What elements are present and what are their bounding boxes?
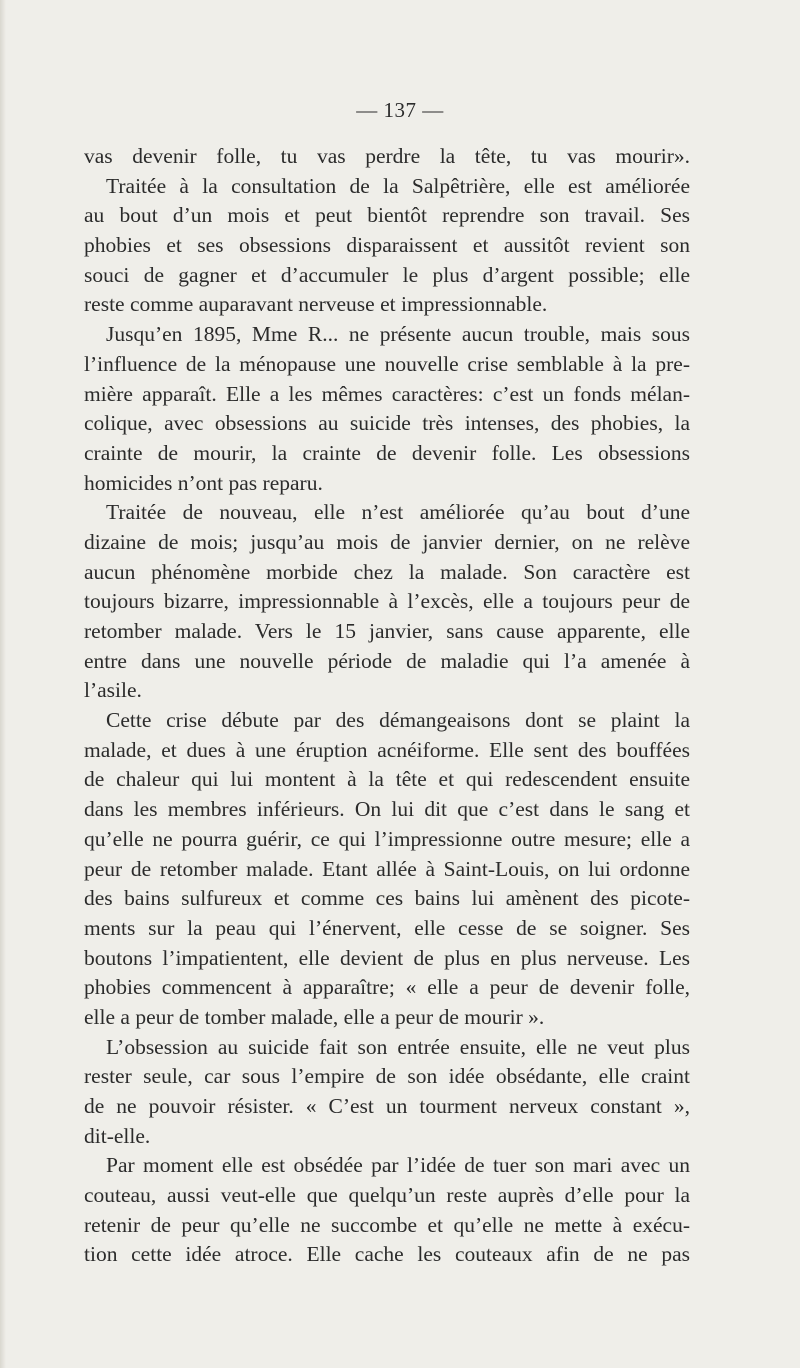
text-line: l’asile. [84, 678, 142, 703]
text-line: couteau, aussi veut-elle que quelqu’un reste auprès d’elle pour la [84, 1183, 690, 1208]
text-line: dizaine de mois; jusqu’au mois de janvier dernier, on ne relève [84, 529, 690, 554]
text-line: colique, avec obsessions au suicide très intenses, des phobies, la [84, 411, 690, 436]
text-line: Jusqu’en 1895, Mme R... ne présente aucun trouble, mais sous [106, 322, 690, 347]
page-edge-shadow [0, 0, 6, 1368]
text-line: tion cette idée atroce. Elle cache les couteaux afin de ne pas [84, 1242, 690, 1267]
text-line: Cette crise débute par des démangeaisons dont se plaint la [106, 708, 690, 733]
text-line: retomber malade. Vers le 15 janvier, sans cause apparente, elle [84, 619, 690, 643]
text-line: toujours bizarre, impressionnable à l’excès, elle a toujours peur de [84, 589, 690, 614]
text-line: l’influence de la ménopause une nouvelle crise semblable à la pre- [84, 351, 690, 376]
text-line: de chaleur qui lui montent à la tête et qui redescendent ensuite [84, 767, 690, 792]
text-line: reste comme auparavant nerveuse et impressionnable. [84, 292, 548, 317]
text-line: Traitée à la consultation de la Salpêtrière, elle est améliorée [106, 173, 690, 198]
text-line: qu’elle ne pourra guérir, ce qui l’impressionne outre mesure; elle a [84, 826, 690, 851]
text-line: Traitée de nouveau, elle n’est améliorée qu’au bout d’une [106, 500, 690, 525]
page-number: — 137 — [356, 98, 444, 122]
text-line: dans les membres inférieurs. On lui dit que c’est dans le sang et [84, 797, 690, 822]
text-line: phobies et ses obsessions disparaissent et aussitôt revient son [84, 233, 690, 258]
text-line: souci de gagner et d’accumuler le plus d’argent possible; elle [84, 262, 690, 287]
text-line: elle a peur de tomber malade, elle a peur de mourir ». [84, 1004, 545, 1029]
text-line: boutons l’impatientent, elle devient de plus en plus nerveuse. Les [84, 945, 690, 970]
text-line: phobies commencent à apparaître; « elle a peur de devenir folle, [84, 975, 690, 1000]
text-line: homicides n’ont pas reparu. [84, 470, 323, 495]
body-text [84, 142, 690, 1270]
text-line: dit-elle. [84, 1123, 151, 1148]
text-line: retenir de peur qu’elle ne succombe et qu’elle ne mette à exécu- [84, 1212, 690, 1237]
text-line: L’obsession au suicide fait son entrée ensuite, elle ne veut plus [106, 1034, 690, 1059]
text-line: malade, et dues à une éruption acnéiforme. Elle sent des bouffées [84, 737, 690, 762]
text-line: vas devenir folle, tu vas perdre la tête, tu vas mourir». [84, 144, 690, 168]
text-line: crainte de mourir, la crainte de devenir folle. Les obsessions [84, 440, 690, 465]
text-line: peur de retomber malade. Etant allée à Saint-Louis, on lui ordonne [84, 856, 690, 881]
text-line: de ne pouvoir résister. « C’est un tourment nerveux constant », [84, 1094, 690, 1118]
text-line: aucun phénomène morbide chez la malade. Son caractère est [84, 559, 690, 584]
text-line: rester seule, car sous l’empire de son idée obsédante, elle craint [84, 1064, 690, 1089]
text-line: entre dans une nouvelle période de maladie qui l’a amenée à [84, 648, 690, 673]
text-line: des bains sulfureux et comme ces bains lui amènent des picote- [84, 886, 690, 911]
text-line: mière apparaît. Elle a les mêmes caractères: c’est un fonds mélan- [84, 381, 690, 406]
text-line: ments sur la peau qui l’énervent, elle cesse de se soigner. Ses [84, 915, 690, 940]
text-line: Par moment elle est obsédée par l’idée de tuer son mari avec un [106, 1153, 690, 1178]
text-line: au bout d’un mois et peut bientôt reprendre son travail. Ses [84, 203, 690, 228]
